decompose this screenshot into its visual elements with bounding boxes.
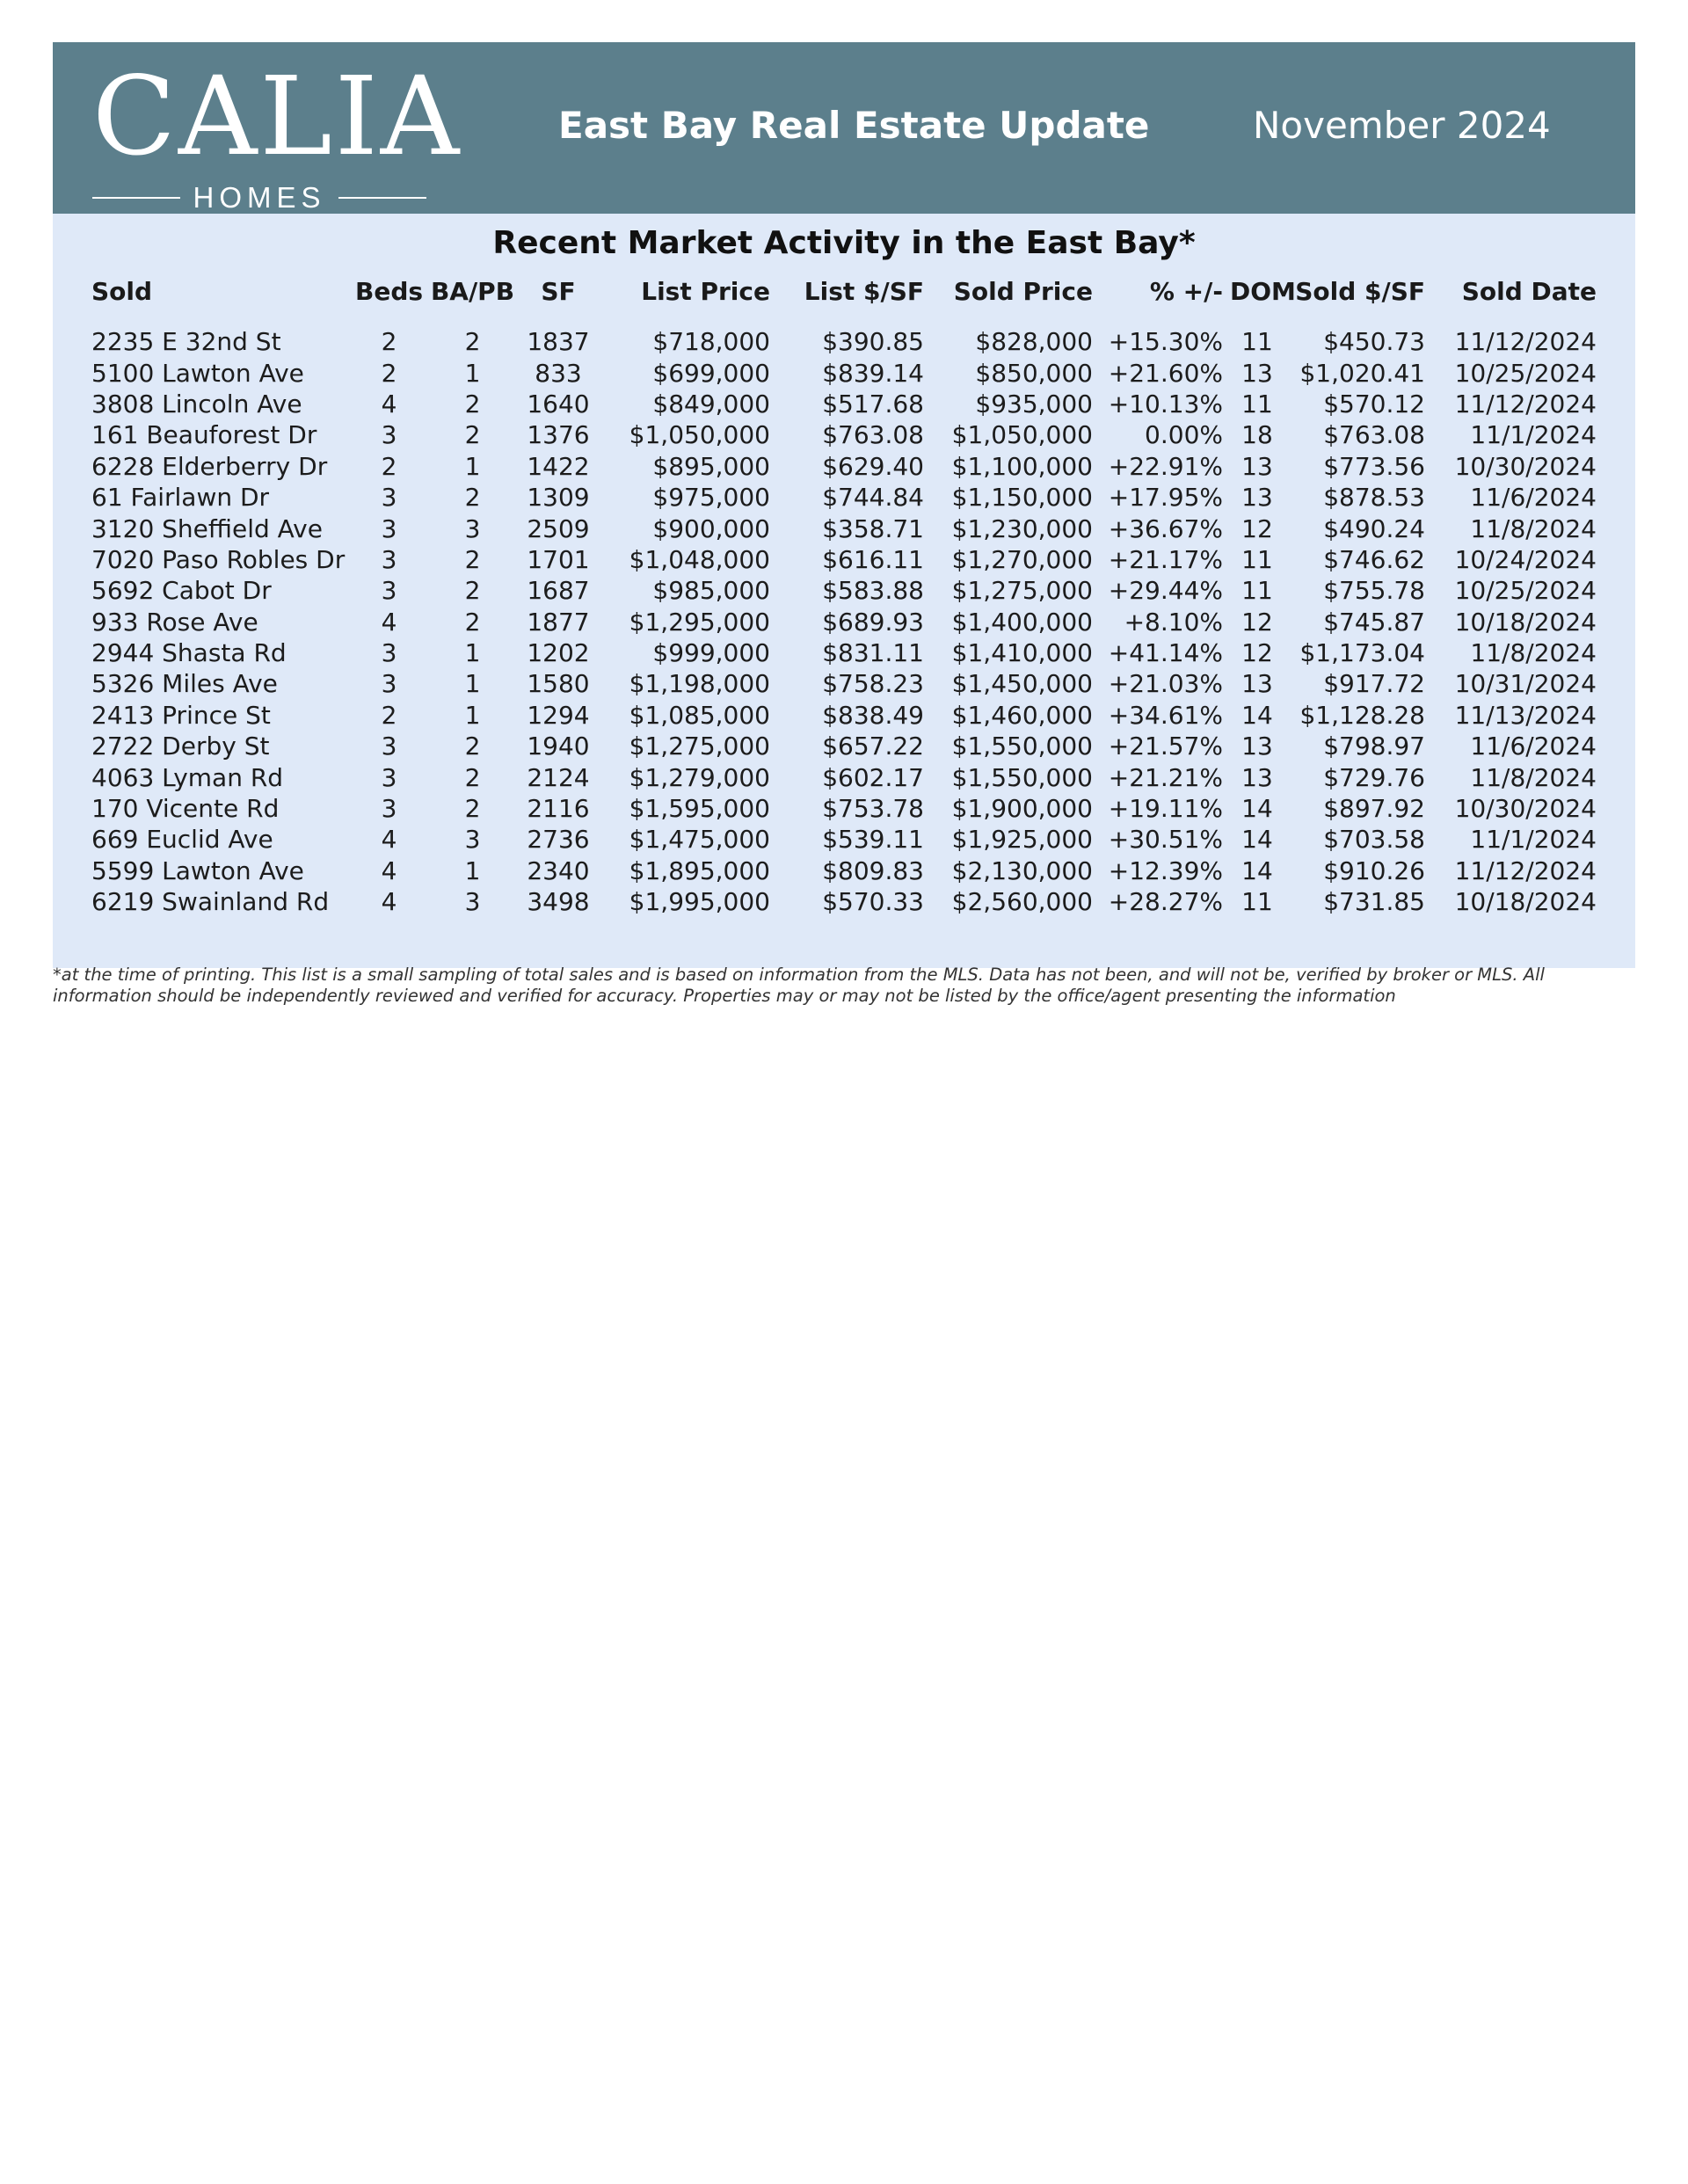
- cell-sf: 1309: [527, 483, 590, 513]
- cell-address: 933 Rose Ave: [91, 607, 258, 637]
- cell-list-price: $1,995,000: [629, 887, 770, 917]
- cell-beds: 4: [381, 825, 397, 855]
- cell-sold-price: $828,000: [975, 327, 1093, 357]
- table-row: [88, 793, 1600, 824]
- cell-beds: 3: [381, 483, 397, 513]
- cell-beds: 3: [381, 794, 397, 824]
- cell-beds: 3: [381, 513, 397, 543]
- disclaimer-footnote: *at the time of printing. This list is a small sampling of total sales and is based on information from the MLS. Data has not been, and will not be, verified by broker or MLS. All information should be independently reviewed and verified for accuracy. Properties may or may not be listed by the office/agent presenting the information: [53, 965, 1545, 1006]
- cell-pct-change: +34.61%: [1108, 700, 1223, 730]
- cell-sf: 1202: [527, 638, 590, 668]
- cell-beds: 4: [381, 887, 397, 917]
- cell-baths: 2: [464, 607, 481, 637]
- cell-list-price: $1,048,000: [629, 544, 770, 574]
- cell-beds: 4: [381, 389, 397, 419]
- cell-sold-price: $2,130,000: [951, 855, 1093, 885]
- table-row: [88, 482, 1600, 513]
- cell-sold-per-sf: $917.72: [1323, 669, 1425, 699]
- cell-dom: 12: [1241, 607, 1273, 637]
- cell-sold-price: $1,400,000: [951, 607, 1093, 637]
- cell-sold-per-sf: $897.92: [1323, 794, 1425, 824]
- col-header-sf: SF: [541, 276, 576, 306]
- cell-baths: 1: [464, 638, 481, 668]
- cell-beds: 3: [381, 732, 397, 761]
- cell-sf: 2509: [527, 513, 590, 543]
- cell-sold-price: $1,900,000: [951, 794, 1093, 824]
- cell-sold-date: 11/12/2024: [1454, 327, 1597, 357]
- cell-beds: 3: [381, 762, 397, 792]
- cell-sold-price: $1,230,000: [951, 513, 1093, 543]
- cell-dom: 13: [1241, 669, 1273, 699]
- table-row: [88, 824, 1600, 855]
- cell-dom: 14: [1241, 825, 1273, 855]
- cell-sf: 1376: [527, 420, 590, 450]
- cell-sold-date: 10/24/2024: [1454, 544, 1597, 574]
- cell-address: 669 Euclid Ave: [91, 825, 273, 855]
- cell-list-per-sf: $744.84: [822, 483, 924, 513]
- cell-dom: 14: [1241, 700, 1273, 730]
- cell-sold-per-sf: $1,020.41: [1299, 358, 1425, 388]
- cell-list-per-sf: $809.83: [822, 855, 924, 885]
- spacer-cell: [88, 314, 1600, 326]
- cell-pct-change: +19.11%: [1108, 794, 1223, 824]
- cell-pct-change: +8.10%: [1124, 607, 1223, 637]
- cell-sold-date: 11/12/2024: [1454, 855, 1597, 885]
- table-row: [88, 886, 1600, 917]
- cell-address: 2944 Shasta Rd: [91, 638, 287, 668]
- cell-dom: 11: [1241, 544, 1273, 574]
- col-header-baths: BA/PB: [430, 276, 515, 306]
- cell-sf: 2116: [527, 794, 590, 824]
- cell-sold-price: $1,925,000: [951, 825, 1093, 855]
- cell-sold-price: $1,150,000: [951, 483, 1093, 513]
- col-header-sold-price: Sold Price: [953, 276, 1093, 306]
- cell-pct-change: +41.14%: [1108, 638, 1223, 668]
- cell-list-price: $975,000: [652, 483, 770, 513]
- cell-pct-change: +28.27%: [1108, 887, 1223, 917]
- cell-sold-price: $1,550,000: [951, 762, 1093, 792]
- cell-sold-per-sf: $731.85: [1323, 887, 1425, 917]
- cell-dom: 13: [1241, 358, 1273, 388]
- cell-sold-per-sf: $755.78: [1323, 576, 1425, 606]
- cell-address: 2413 Prince St: [91, 700, 271, 730]
- header-banner: [53, 42, 1635, 214]
- cell-sold-per-sf: $570.12: [1323, 389, 1425, 419]
- cell-baths: 2: [464, 762, 481, 792]
- cell-sold-per-sf: $798.97: [1323, 732, 1425, 761]
- cell-address: 7020 Paso Robles Dr: [91, 544, 346, 574]
- cell-sold-date: 11/6/2024: [1470, 483, 1597, 513]
- cell-sf: 1640: [527, 389, 590, 419]
- cell-list-price: $999,000: [652, 638, 770, 668]
- cell-sold-price: $1,270,000: [951, 544, 1093, 574]
- cell-address: 5692 Cabot Dr: [91, 576, 272, 606]
- col-header-list-price: List Price: [641, 276, 770, 306]
- cell-dom: 13: [1241, 451, 1273, 481]
- cell-list-price: $1,050,000: [629, 420, 770, 450]
- cell-pct-change: +22.91%: [1108, 451, 1223, 481]
- cell-beds: 3: [381, 544, 397, 574]
- cell-dom: 11: [1241, 389, 1273, 419]
- cell-sold-per-sf: $910.26: [1323, 855, 1425, 885]
- cell-baths: 1: [464, 669, 481, 699]
- cell-list-per-sf: $583.88: [822, 576, 924, 606]
- cell-sold-per-sf: $878.53: [1323, 483, 1425, 513]
- cell-address: 6219 Swainland Rd: [91, 887, 330, 917]
- table-header-row: [88, 268, 1600, 314]
- table-row: [88, 637, 1600, 668]
- cell-list-price: $1,198,000: [629, 669, 770, 699]
- table-row: [88, 419, 1600, 450]
- cell-sold-date: 10/18/2024: [1454, 607, 1597, 637]
- cell-address: 5326 Miles Ave: [91, 669, 278, 699]
- cell-list-per-sf: $570.33: [822, 887, 924, 917]
- cell-list-price: $1,085,000: [629, 700, 770, 730]
- cell-list-price: $1,895,000: [629, 855, 770, 885]
- table-body: [88, 314, 1600, 917]
- cell-sf: 1877: [527, 607, 590, 637]
- cell-address: 2235 E 32nd St: [91, 327, 281, 357]
- cell-pct-change: +21.57%: [1108, 732, 1223, 761]
- cell-baths: 2: [464, 576, 481, 606]
- cell-baths: 1: [464, 700, 481, 730]
- cell-beds: 3: [381, 638, 397, 668]
- table-row: [88, 575, 1600, 606]
- cell-list-per-sf: $390.85: [822, 327, 924, 357]
- cell-sf: 1294: [527, 700, 590, 730]
- cell-list-price: $900,000: [652, 513, 770, 543]
- cell-dom: 11: [1241, 887, 1273, 917]
- cell-pct-change: +21.17%: [1108, 544, 1223, 574]
- cell-list-per-sf: $358.71: [822, 513, 924, 543]
- cell-beds: 3: [381, 576, 397, 606]
- cell-list-price: $849,000: [652, 389, 770, 419]
- cell-address: 4063 Lyman Rd: [91, 762, 284, 792]
- table-row: [88, 855, 1600, 886]
- cell-sold-date: 10/30/2024: [1454, 794, 1597, 824]
- cell-pct-change: +17.95%: [1108, 483, 1223, 513]
- cell-sold-per-sf: $1,173.04: [1299, 638, 1425, 668]
- cell-sold-price: $935,000: [975, 389, 1093, 419]
- cell-baths: 3: [464, 887, 481, 917]
- cell-address: 170 Vicente Rd: [91, 794, 280, 824]
- cell-sold-price: $850,000: [975, 358, 1093, 388]
- cell-address: 6228 Elderberry Dr: [91, 451, 328, 481]
- cell-baths: 2: [464, 794, 481, 824]
- cell-beds: 2: [381, 700, 397, 730]
- table-row: [88, 607, 1600, 637]
- cell-baths: 2: [464, 544, 481, 574]
- cell-baths: 2: [464, 420, 481, 450]
- cell-sold-price: $1,275,000: [951, 576, 1093, 606]
- cell-beds: 3: [381, 420, 397, 450]
- cell-dom: 13: [1241, 483, 1273, 513]
- cell-pct-change: +30.51%: [1108, 825, 1223, 855]
- cell-address: 3808 Lincoln Ave: [91, 389, 302, 419]
- cell-sold-date: 10/30/2024: [1454, 451, 1597, 481]
- table-row: [88, 326, 1600, 357]
- cell-sf: 1687: [527, 576, 590, 606]
- cell-baths: 2: [464, 483, 481, 513]
- cell-baths: 2: [464, 389, 481, 419]
- logo-rule-right: [338, 197, 426, 199]
- table-row: [88, 544, 1600, 575]
- table-row: [88, 668, 1600, 699]
- cell-list-price: $1,475,000: [629, 825, 770, 855]
- cell-list-price: $985,000: [652, 576, 770, 606]
- cell-list-price: $1,279,000: [629, 762, 770, 792]
- table-row: [88, 357, 1600, 388]
- logo-subline: [92, 183, 426, 213]
- cell-pct-change: +21.03%: [1108, 669, 1223, 699]
- cell-list-price: $1,275,000: [629, 732, 770, 761]
- cell-sold-per-sf: $1,128.28: [1299, 700, 1425, 730]
- cell-sold-price: $1,450,000: [951, 669, 1093, 699]
- cell-sold-per-sf: $763.08: [1323, 420, 1425, 450]
- cell-sold-date: 11/6/2024: [1470, 732, 1597, 761]
- cell-sf: 1422: [527, 451, 590, 481]
- cell-list-per-sf: $539.11: [822, 825, 924, 855]
- cell-list-per-sf: $839.14: [822, 358, 924, 388]
- cell-list-per-sf: $616.11: [822, 544, 924, 574]
- cell-pct-change: +10.13%: [1108, 389, 1223, 419]
- cell-sf: 2736: [527, 825, 590, 855]
- cell-sold-date: 11/1/2024: [1470, 825, 1597, 855]
- cell-dom: 12: [1241, 638, 1273, 668]
- cell-sf: 1701: [527, 544, 590, 574]
- cell-list-per-sf: $838.49: [822, 700, 924, 730]
- cell-dom: 12: [1241, 513, 1273, 543]
- cell-baths: 2: [464, 327, 481, 357]
- cell-pct-change: +12.39%: [1108, 855, 1223, 885]
- cell-list-per-sf: $657.22: [822, 732, 924, 761]
- cell-sold-date: 11/13/2024: [1454, 700, 1597, 730]
- cell-sf: 1837: [527, 327, 590, 357]
- col-header-beds: Beds: [355, 276, 424, 306]
- cell-sf: 1940: [527, 732, 590, 761]
- col-header-list-per-sf: List $/SF: [804, 276, 924, 306]
- col-header-dom: DOM: [1230, 276, 1296, 306]
- cell-beds: 2: [381, 451, 397, 481]
- cell-sold-date: 10/25/2024: [1454, 358, 1597, 388]
- cell-list-per-sf: $629.40: [822, 451, 924, 481]
- cell-baths: 1: [464, 451, 481, 481]
- cell-baths: 3: [464, 513, 481, 543]
- cell-beds: 4: [381, 855, 397, 885]
- cell-address: 2722 Derby St: [91, 732, 270, 761]
- cell-list-price: $718,000: [652, 327, 770, 357]
- cell-dom: 14: [1241, 855, 1273, 885]
- col-header-sold: Sold: [91, 276, 153, 306]
- cell-list-price: $895,000: [652, 451, 770, 481]
- cell-sold-date: 11/8/2024: [1470, 638, 1597, 668]
- cell-sold-price: $1,410,000: [951, 638, 1093, 668]
- cell-sold-date: 11/8/2024: [1470, 762, 1597, 792]
- newsletter-date: November 2024: [1253, 104, 1551, 147]
- cell-sold-price: $1,460,000: [951, 700, 1093, 730]
- logo-wordmark: CALIA: [92, 54, 462, 180]
- table-row: [88, 731, 1600, 761]
- cell-sold-date: 11/1/2024: [1470, 420, 1597, 450]
- cell-list-per-sf: $517.68: [822, 389, 924, 419]
- header-spacer: [88, 314, 1600, 326]
- panel-title: Recent Market Activity in the East Bay*: [492, 225, 1196, 261]
- market-activity-panel: [53, 214, 1635, 968]
- cell-sold-per-sf: $745.87: [1323, 607, 1425, 637]
- cell-address: 5100 Lawton Ave: [91, 358, 304, 388]
- cell-dom: 14: [1241, 794, 1273, 824]
- cell-pct-change: +36.67%: [1108, 513, 1223, 543]
- cell-list-per-sf: $831.11: [822, 638, 924, 668]
- cell-sf: 1580: [527, 669, 590, 699]
- cell-sf: 2340: [527, 855, 590, 885]
- newsletter-title: East Bay Real Estate Update: [558, 104, 1150, 147]
- cell-list-price: $699,000: [652, 358, 770, 388]
- cell-sold-date: 11/12/2024: [1454, 389, 1597, 419]
- cell-list-per-sf: $758.23: [822, 669, 924, 699]
- table-row: [88, 389, 1600, 419]
- table-row: [88, 451, 1600, 482]
- cell-sold-per-sf: $746.62: [1323, 544, 1425, 574]
- cell-sold-date: 10/18/2024: [1454, 887, 1597, 917]
- cell-address: 5599 Lawton Ave: [91, 855, 304, 885]
- calia-homes-logo: [92, 54, 462, 214]
- table-row: [88, 761, 1600, 792]
- cell-sf: 3498: [527, 887, 590, 917]
- col-header-pct-change: % +/-: [1149, 276, 1223, 306]
- cell-baths: 1: [464, 358, 481, 388]
- cell-beds: 2: [381, 358, 397, 388]
- cell-list-price: $1,295,000: [629, 607, 770, 637]
- cell-sold-per-sf: $729.76: [1323, 762, 1425, 792]
- col-header-sold-date: Sold Date: [1461, 276, 1597, 306]
- table-row: [88, 513, 1600, 543]
- cell-dom: 13: [1241, 762, 1273, 792]
- cell-sold-price: $1,100,000: [951, 451, 1093, 481]
- cell-pct-change: +15.30%: [1108, 327, 1223, 357]
- cell-sold-date: 11/8/2024: [1470, 513, 1597, 543]
- cell-sold-per-sf: $450.73: [1323, 327, 1425, 357]
- cell-dom: 18: [1241, 420, 1273, 450]
- cell-address: 3120 Sheffield Ave: [91, 513, 323, 543]
- cell-address: 61 Fairlawn Dr: [91, 483, 270, 513]
- cell-list-per-sf: $753.78: [822, 794, 924, 824]
- cell-dom: 11: [1241, 576, 1273, 606]
- cell-list-per-sf: $689.93: [822, 607, 924, 637]
- cell-list-price: $1,595,000: [629, 794, 770, 824]
- cell-sold-per-sf: $490.24: [1323, 513, 1425, 543]
- cell-baths: 3: [464, 825, 481, 855]
- cell-sold-per-sf: $703.58: [1323, 825, 1425, 855]
- logo-subtitle: HOMES: [193, 181, 326, 214]
- cell-address: 161 Beauforest Dr: [91, 420, 317, 450]
- cell-pct-change: 0.00%: [1145, 420, 1223, 450]
- cell-pct-change: +29.44%: [1108, 576, 1223, 606]
- cell-list-per-sf: $763.08: [822, 420, 924, 450]
- cell-pct-change: +21.21%: [1108, 762, 1223, 792]
- cell-list-per-sf: $602.17: [822, 762, 924, 792]
- cell-dom: 13: [1241, 732, 1273, 761]
- cell-dom: 11: [1241, 327, 1273, 357]
- cell-sold-price: $1,050,000: [951, 420, 1093, 450]
- cell-beds: 2: [381, 327, 397, 357]
- cell-beds: 3: [381, 669, 397, 699]
- cell-sold-date: 10/25/2024: [1454, 576, 1597, 606]
- cell-baths: 1: [464, 855, 481, 885]
- logo-rule-left: [92, 197, 180, 199]
- sales-table: [88, 268, 1600, 917]
- cell-pct-change: +21.60%: [1108, 358, 1223, 388]
- cell-sold-date: 10/31/2024: [1454, 669, 1597, 699]
- col-header-sold-per-sf: Sold $/SF: [1295, 276, 1425, 306]
- cell-beds: 4: [381, 607, 397, 637]
- cell-sf: 2124: [527, 762, 590, 792]
- cell-sold-per-sf: $773.56: [1323, 451, 1425, 481]
- cell-baths: 2: [464, 732, 481, 761]
- table-row: [88, 700, 1600, 731]
- cell-sold-price: $1,550,000: [951, 732, 1093, 761]
- cell-sf: 833: [535, 358, 582, 388]
- cell-sold-price: $2,560,000: [951, 887, 1093, 917]
